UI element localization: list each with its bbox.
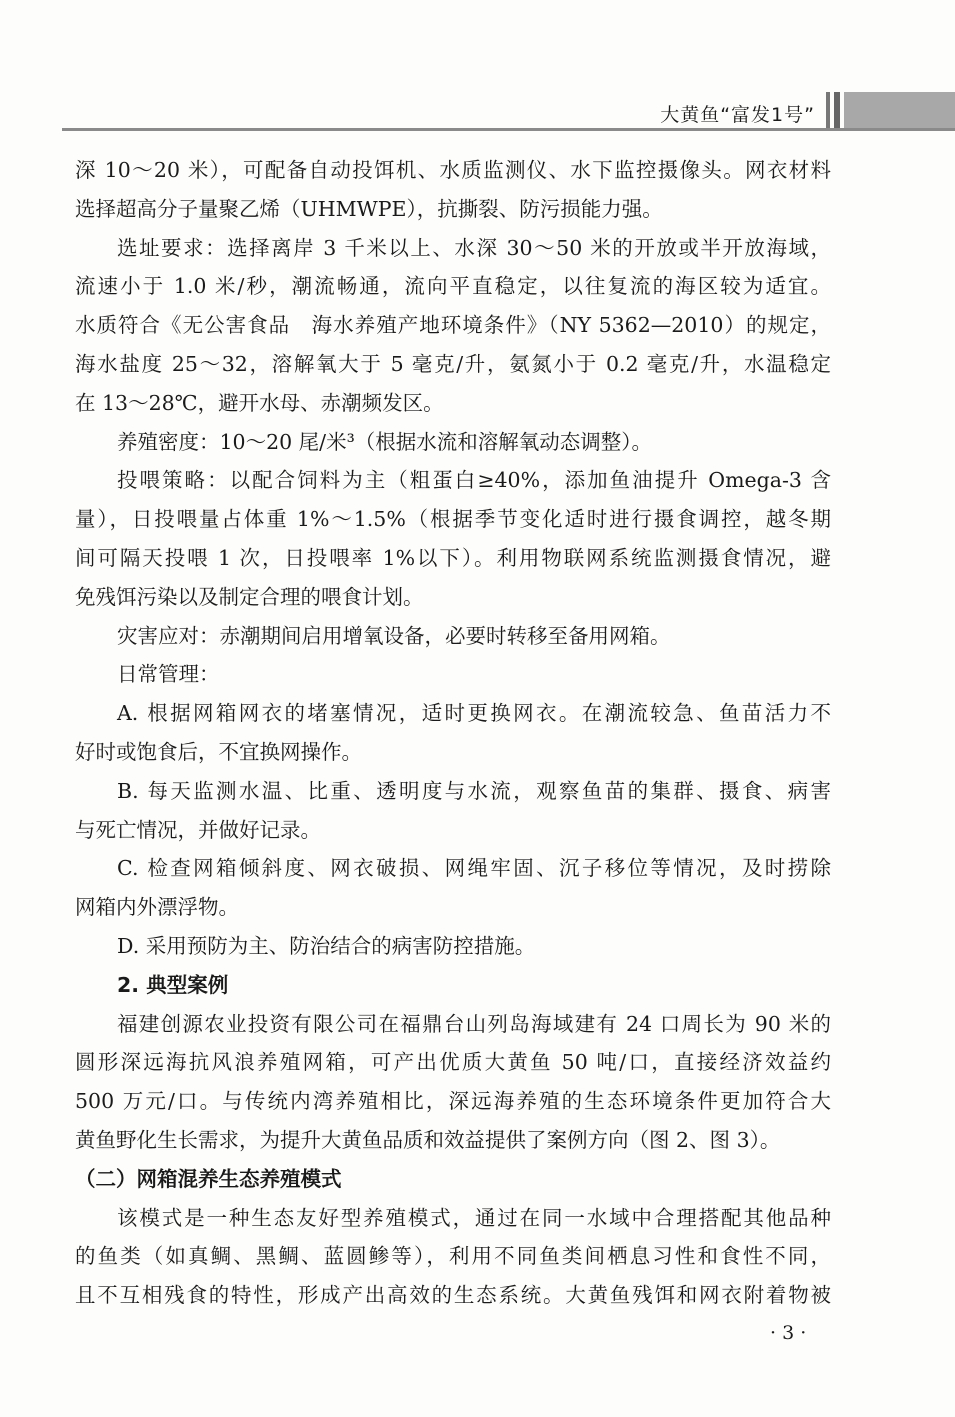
text-line: 免残饵污染以及制定合理的喂食计划。 bbox=[75, 584, 424, 609]
paragraph bbox=[75, 1005, 831, 1160]
text-line: 福建创源农业投资有限公司在福鼎台山列岛海域建有 24 口周长为 90 米的 bbox=[117, 1011, 831, 1036]
text-line: 500 万元/口。与传统内湾养殖相比，深远海养殖的生态环境条件更加符合大 bbox=[75, 1089, 831, 1114]
paragraph bbox=[75, 694, 831, 772]
text-line: 网箱内外漂浮物。 bbox=[75, 895, 239, 920]
text-line: 流速小于 1.0 米/秒，潮流畅通，流向平直稳定，以往复流的海区较为适宜。 bbox=[75, 274, 831, 299]
text-line: 量），日投喂量占体重 1%～1.5%（根据季节变化适时进行摄食调控，越冬期 bbox=[75, 507, 831, 532]
paragraph bbox=[75, 655, 831, 694]
text-line: D. 采用预防为主、防治结合的病害防控措施。 bbox=[117, 933, 536, 958]
text-line: 灾害应对：赤潮期间启用增氧设备，必要时转移至备用网箱。 bbox=[117, 623, 671, 648]
text-line: 深 10～20 米），可配备自动投饵机、水质监测仪、水下监控摄像头。网衣材料 bbox=[75, 158, 831, 182]
paragraph bbox=[75, 927, 831, 966]
text-line: 2. 典型案例 bbox=[117, 972, 229, 997]
text-line: 间可隔天投喂 1 次，日投喂率 1%以下）。利用物联网系统监测摄食情况，避 bbox=[75, 545, 831, 570]
text-line: 在 13～28℃，避开水母、赤潮频发区。 bbox=[75, 390, 444, 415]
running-header-title: 大黄鱼“富发1号” bbox=[660, 104, 815, 126]
text-line: 且不互相残食的特性，形成产出高效的生态系统。大黄鱼残饵和网衣附着物被 bbox=[75, 1283, 831, 1308]
text-line: 好时或饱食后，不宜换网操作。 bbox=[75, 739, 362, 764]
section-heading bbox=[75, 966, 831, 1005]
paragraph bbox=[75, 229, 831, 423]
text-line: A. 根据网箱网衣的堵塞情况，适时更换网衣。在潮流较急、鱼苗活力不 bbox=[117, 701, 831, 726]
paragraph bbox=[75, 772, 831, 850]
paragraph bbox=[75, 849, 831, 927]
text-line: 投喂策略：以配合饲料为主（粗蛋白≥40%，添加鱼油提升 Omega-3 含 bbox=[117, 468, 831, 493]
paragraph bbox=[75, 617, 831, 656]
text-line: 海水盐度 25～32，溶解氧大于 5 毫克/升，氨氮小于 0.2 毫克/升，水温稳定 bbox=[75, 351, 831, 376]
paragraph bbox=[75, 461, 831, 616]
section-heading bbox=[75, 1160, 831, 1199]
paragraph bbox=[75, 423, 831, 462]
text-line: 水质符合《无公害食品 海水养殖产地环境条件》（NY 5362—2010）的规定， bbox=[75, 313, 831, 338]
text-line: 与死亡情况，并做好记录。 bbox=[75, 817, 321, 842]
text-line: 黄鱼野化生长需求，为提升大黄鱼品质和效益提供了案例方向（图 2、图 3）。 bbox=[75, 1127, 781, 1152]
text-line: C. 检查网箱倾斜度、网衣破损、网绳牢固、沉子移位等情况，及时捞除 bbox=[117, 856, 831, 881]
text-line: 养殖密度：10～20 尾/米³（根据水流和溶解氧动态调整）。 bbox=[117, 429, 653, 454]
text-line: （二）网箱混养生态养殖模式 bbox=[75, 1166, 342, 1191]
page-body bbox=[75, 151, 831, 1315]
text-line: B. 每天监测水温、比重、透明度与水流，观察鱼苗的集群、摄食、病害 bbox=[117, 778, 831, 803]
paragraph bbox=[75, 1199, 831, 1315]
text-line: 圆形深远海抗风浪养殖网箱，可产出优质大黄鱼 50 吨/口，直接经济效益约 bbox=[75, 1050, 831, 1075]
paragraph bbox=[75, 151, 831, 229]
text-line: 该模式是一种生态友好型养殖模式，通过在同一水域中合理搭配其他品种 bbox=[117, 1205, 831, 1230]
header-decoration bbox=[826, 92, 955, 130]
header-rule bbox=[62, 128, 955, 131]
text-line: 选址要求：选择离岸 3 千米以上、水深 30～50 米的开放或半开放海域， bbox=[117, 235, 831, 260]
text-line: 的鱼类（如真鲷、黑鲷、蓝圆鲹等），利用不同鱼类间栖息习性和食性不同， bbox=[75, 1244, 831, 1269]
text-line: 日常管理： bbox=[117, 662, 220, 687]
page-number: · 3 · bbox=[770, 1322, 807, 1344]
text-line: 选择超高分子量聚乙烯（UHMWPE），抗撕裂、防污损能力强。 bbox=[75, 196, 663, 221]
